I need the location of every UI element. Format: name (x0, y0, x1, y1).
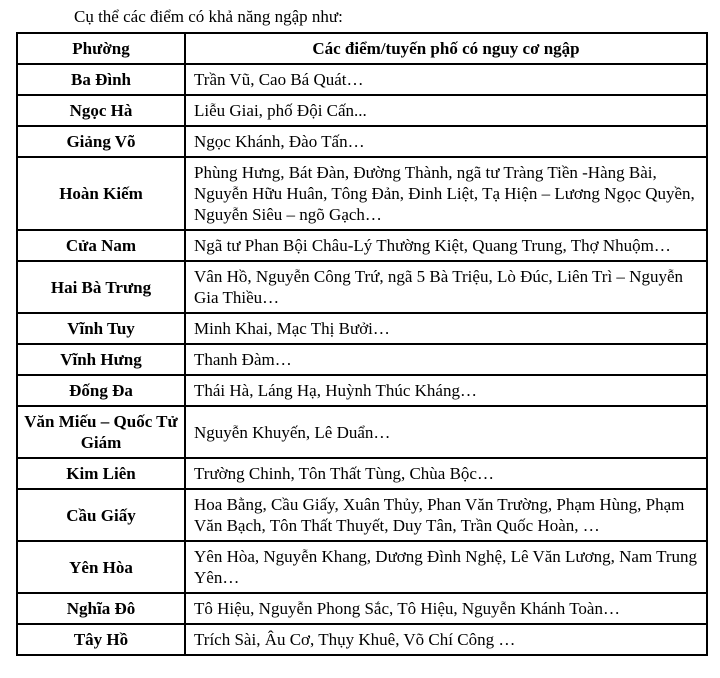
points-cell: Ngọc Khánh, Đào Tấn… (185, 126, 707, 157)
points-cell: Trường Chinh, Tôn Thất Tùng, Chùa Bộc… (185, 458, 707, 489)
ward-cell: Kim Liên (17, 458, 185, 489)
points-cell: Vân Hồ, Nguyễn Công Trứ, ngã 5 Bà Triệu, Lò Đúc, Liên Trì – Nguyễn Gia Thiều… (185, 261, 707, 313)
points-cell: Liễu Giai, phố Đội Cấn... (185, 95, 707, 126)
table-row (17, 126, 707, 157)
table-row (17, 406, 707, 458)
ward-cell: Cầu Giấy (17, 489, 185, 541)
ward-cell: Ba Đình (17, 64, 185, 95)
ward-cell: Đống Đa (17, 375, 185, 406)
points-cell: Trích Sài, Âu Cơ, Thụy Khuê, Võ Chí Công … (185, 624, 707, 655)
ward-cell: Nghĩa Đô (17, 593, 185, 624)
column-header-points: Các điểm/tuyến phố có nguy cơ ngập (185, 33, 707, 64)
ward-cell: Hoàn Kiếm (17, 157, 185, 230)
table-row (17, 95, 707, 126)
table-row (17, 458, 707, 489)
table-row (17, 541, 707, 593)
table-row (17, 64, 707, 95)
table-row (17, 230, 707, 261)
points-cell: Phùng Hưng, Bát Đàn, Đường Thành, ngã tư Tràng Tiền -Hàng Bài, Nguyễn Hữu Huân, Tông Đản, Đinh Liệt, Tạ Hiện – Lương Ngọc Quyền, Nguyễn Siêu – ngõ Gạch… (185, 157, 707, 230)
table-header-row (17, 33, 707, 64)
ward-cell: Văn Miếu – Quốc Tử Giám (17, 406, 185, 458)
points-cell: Thái Hà, Láng Hạ, Huỳnh Thúc Kháng… (185, 375, 707, 406)
ward-cell: Cửa Nam (17, 230, 185, 261)
ward-cell: Yên Hòa (17, 541, 185, 593)
table-row (17, 375, 707, 406)
points-cell: Hoa Bằng, Cầu Giấy, Xuân Thủy, Phan Văn Trường, Phạm Hùng, Phạm Văn Bạch, Tôn Thất Thuyết, Duy Tân, Trần Quốc Hoàn, … (185, 489, 707, 541)
ward-cell: Hai Bà Trưng (17, 261, 185, 313)
points-cell: Ngã tư Phan Bội Châu-Lý Thường Kiệt, Quang Trung, Thợ Nhuộm… (185, 230, 707, 261)
points-cell: Yên Hòa, Nguyễn Khang, Dương Đình Nghệ, Lê Văn Lương, Nam Trung Yên… (185, 541, 707, 593)
ward-cell: Ngọc Hà (17, 95, 185, 126)
points-cell: Trần Vũ, Cao Bá Quát… (185, 64, 707, 95)
points-cell: Minh Khai, Mạc Thị Bưởi… (185, 313, 707, 344)
table-row (17, 157, 707, 230)
ward-cell: Vĩnh Tuy (17, 313, 185, 344)
ward-cell: Vĩnh Hưng (17, 344, 185, 375)
table-row (17, 593, 707, 624)
points-cell: Nguyễn Khuyến, Lê Duẩn… (185, 406, 707, 458)
points-cell: Tô Hiệu, Nguyễn Phong Sắc, Tô Hiệu, Nguyễn Khánh Toàn… (185, 593, 707, 624)
page-title: Cụ thể các điểm có khả năng ngập như: (74, 7, 343, 26)
table-row (17, 344, 707, 375)
points-cell: Thanh Đàm… (185, 344, 707, 375)
table-row (17, 489, 707, 541)
ward-cell: Tây Hồ (17, 624, 185, 655)
table-row (17, 624, 707, 655)
table-row (17, 313, 707, 344)
ward-cell: Giảng Võ (17, 126, 185, 157)
flood-risk-table (16, 32, 708, 656)
table-row (17, 261, 707, 313)
column-header-ward: Phường (17, 33, 185, 64)
